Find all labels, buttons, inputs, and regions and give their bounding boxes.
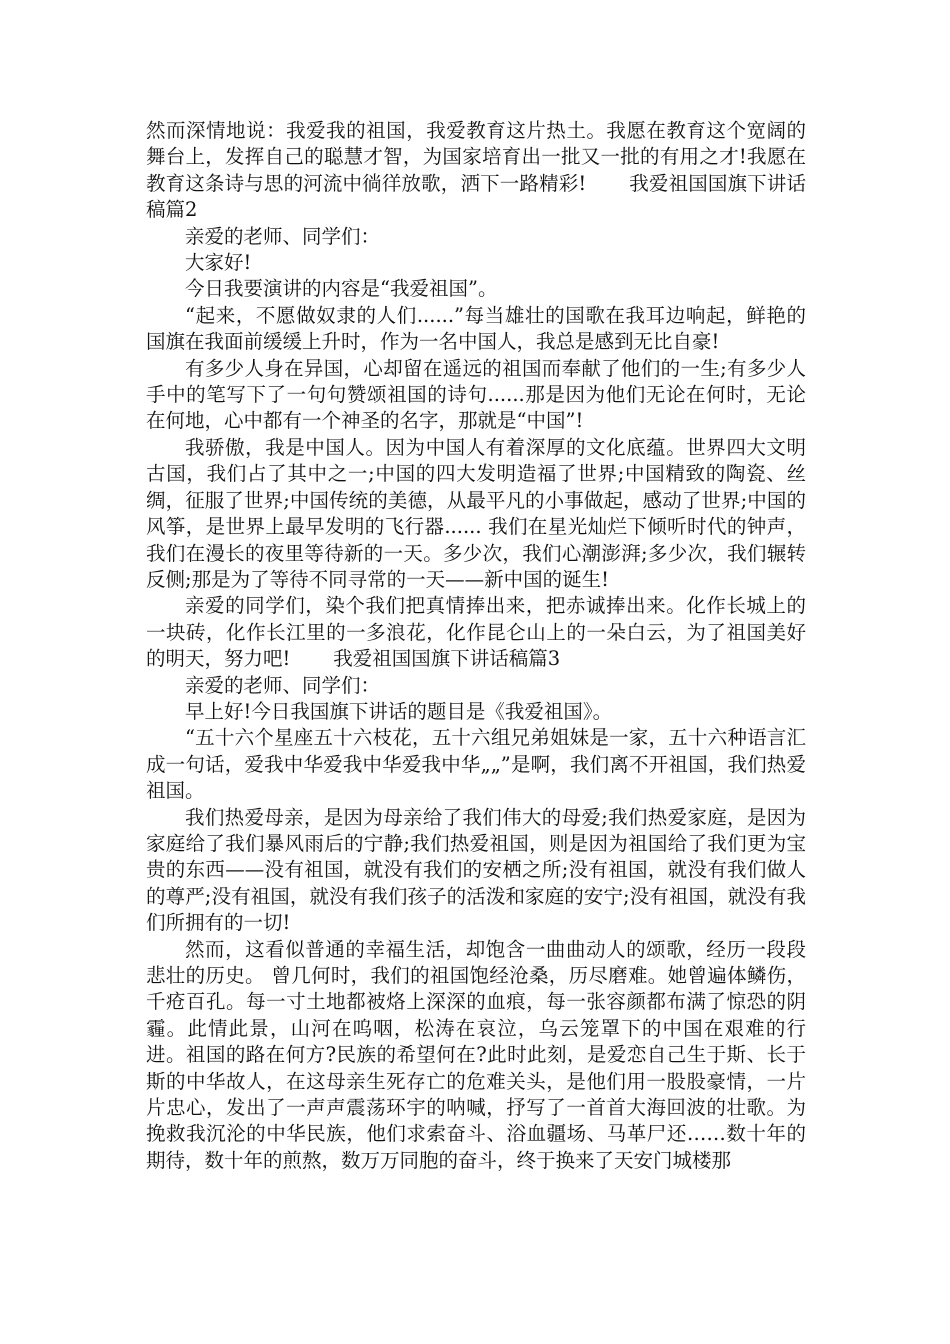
speech-topic: 今日我要演讲的内容是“我爱祖国”。 xyxy=(185,277,498,301)
greeting: 大家好! xyxy=(185,251,252,275)
paragraph-song: “五十六个星座五十六枝花，五十六组兄弟姐妹是一家，五十六种语言汇成一句话，爱我中华爱我中华爱我中华„„”是啊，我们离不开祖国，我们热爱祖国。 xyxy=(146,726,806,803)
paragraph-text: 然而深情地说：我爱我的祖国，我爱教育这片热土。我愿在教育这个宽阔的舞台上，发挥自己的聪慧才智，为国家培育出一批又一批的有用之才!我愿在教育这条诗与思的河流中徜徉放歌，洒下一路精彩! xyxy=(146,119,806,195)
paragraph-anthem: “起来，不愿做奴隶的人们......”每当雄壮的国歌在我耳边响起，鲜艳的国旗在我面前缓缓上升时，作为一名中国人，我总是感到无比自豪! xyxy=(146,303,806,354)
document-page xyxy=(146,118,806,1174)
salutation: 亲爱的老师、同学们： xyxy=(185,224,381,248)
paragraph-proud: 我骄傲，我是中国人。因为中国人有着深厚的文化底蕴。世界四大文明古国，我们占了其中之一;中国的四大发明造福了世界;中国精致的陶瓷、丝绸，征服了世界;中国传统的美德，从最平凡的小事做起，感动了世界;中国的风筝，是世界上最早发明的飞行器...... 我们在星光灿烂下倾听时代的钟声，我们在漫长的夜里等待新的一天。多少次，我们心潮澎湃;多少次，我们辗转反侧;那是为了等待不同寻常的一天——新中国的诞生! xyxy=(146,435,806,591)
paragraph-history: 然而，这看似普通的幸福生活，却饱含一曲曲动人的颂歌，经历一段段悲壮的历史。 曾几何时，我们的祖国饱经沧桑，历尽磨难。她曾遍体鳞伤，千疮百孔。每一寸土地都被烙上深深的血痕，每一张容颜都布满了惊恐的阴霾。此情此景，山河在呜咽，松涛在哀泣，乌云笼罩下的中国在艰难的行进。祖国的路在何方?民族的希望何在?此时此刻，是爱恋自己生于斯、长于斯的中华故人，在这母亲生死存亡的危难关头，是他们用一股股豪情，一片片忠心，发出了一声声震荡环宇的呐喊，抒写了一首首大海回波的壮歌。为挽救我沉沦的中华民族，他们求索奋斗、浴血疆场、马革尸还……数十年的期待，数十年的煎熬，数万万同胞的奋斗，终于换来了天安门城楼那 xyxy=(146,937,806,1172)
salutation: 亲爱的老师、同学们： xyxy=(185,673,381,697)
paragraph-text: 亲爱的同学们，染个我们把真情捧出来，把赤诚捧出来。化作长城上的一块砖，化作长江里的一多浪花，化作昆仑山上的一朵白云，为了祖国美好的明天，努力吧! xyxy=(146,594,806,671)
greeting-and-title: 早上好!今日我国旗下讲话的题目是《我爱祖国》。 xyxy=(185,699,613,723)
paragraph-call-to-action xyxy=(146,593,806,672)
section-heading-speech-2: 我爱祖国国旗下讲话稿篇2 xyxy=(146,171,806,222)
paragraph-closing-previous-speech xyxy=(146,118,806,224)
paragraph-love-motherland: 我们热爱母亲，是因为母亲给了我们伟大的母爱;我们热爱家庭，是因为家庭给了我们暴风雨后的宁静;我们热爱祖国，则是因为祖国给了我们更为宝贵的东西——没有祖国，就没有我们的安栖之所;没有祖国，就没有我们做人的尊严;没有祖国，就没有我们孩子的活泼和家庭的安宁;没有祖国，就没有我们所拥有的一切! xyxy=(146,805,806,935)
section-heading-speech-3: 我爱祖国国旗下讲话稿篇3 xyxy=(333,647,561,671)
paragraph-abroad: 有多少人身在异国，心却留在遥远的祖国而奉献了他们的一生;有多少人手中的笔写下了一句句赞颂祖国的诗句......那是因为他们无论在何时，无论在何地，心中都有一个神圣的名字，那就是“中国”! xyxy=(146,356,806,433)
